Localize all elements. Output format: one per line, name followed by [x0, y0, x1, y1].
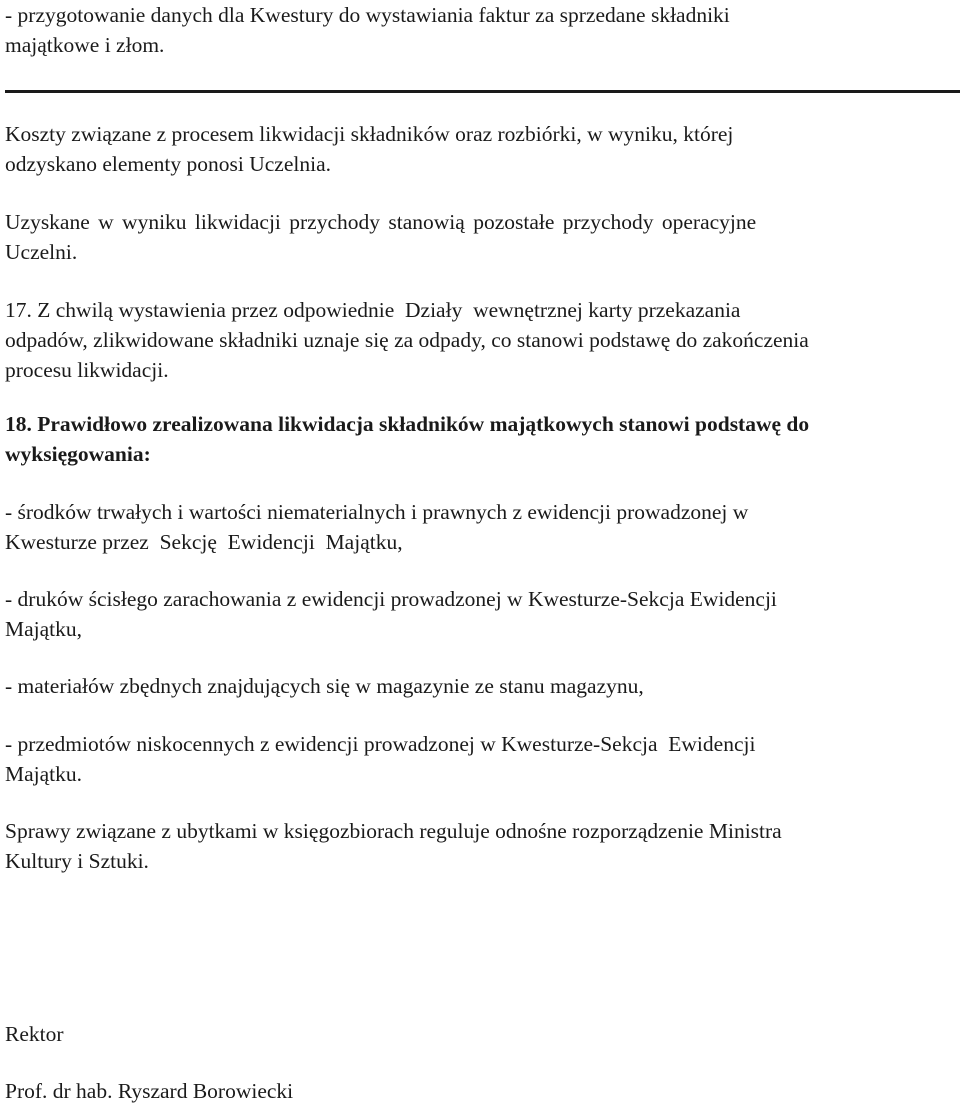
list-item-surplus-materials — [5, 671, 955, 701]
intro-line-2: majątkowe i złom. — [5, 33, 165, 57]
income-line-1: Uzyskane w wyniku likwidacji przychody stanowią pozostałe przychody operacyjne — [5, 210, 757, 234]
rector-name: Prof. dr hab. Ryszard Borowiecki — [5, 1079, 294, 1103]
list-item-line: - druków ścisłego zarachowania z ewidencji prowadzonej w Kwesturze-Sekcja Ewidencji — [5, 587, 777, 611]
list-item-line: Majątku, — [5, 617, 83, 641]
book-collections-paragraph — [5, 816, 955, 876]
books-line-2: Kultury i Sztuki. — [5, 849, 149, 873]
intro-block — [5, 0, 955, 60]
signature-role — [5, 1019, 955, 1049]
point-18-line-1: 18. Prawidłowo zrealizowana likwidacja składników majątkowych stanowi podstawę do — [5, 412, 810, 436]
income-line-2: Uczelni. — [5, 240, 78, 264]
intro-line-1: - przygotowanie danych dla Kwestury do wystawiania faktur za sprzedane składniki — [5, 3, 730, 27]
rector-title: Rektor — [5, 1022, 64, 1046]
point-17-line-2: odpadów, zlikwidowane składniki uznaje się za odpady, co stanowi podstawę do zakończenia — [5, 328, 809, 352]
list-item-line: - materiałów zbędnych znajdujących się w magazynie ze stanu magazynu, — [5, 674, 644, 698]
list-item-strict-forms — [5, 584, 955, 644]
income-paragraph — [5, 207, 955, 267]
horizontal-divider — [5, 90, 960, 93]
list-item-line: Majątku. — [5, 762, 83, 786]
list-item-line: - środków trwałych i wartości niematerialnych i prawnych z ewidencji prowadzonej w — [5, 500, 749, 524]
list-item-line: Kwesturze przez Sekcję Ewidencji Majątku, — [5, 530, 403, 554]
point-17-line-1: 17. Z chwilą wystawienia przez odpowiednie Działy wewnętrznej karty przekazania — [5, 298, 741, 322]
point-17-line-3: procesu likwidacji. — [5, 358, 169, 382]
list-item-low-value-items — [5, 729, 955, 789]
point-18-heading — [5, 409, 955, 469]
signature-name-block — [5, 1076, 955, 1106]
books-line-1: Sprawy związane z ubytkami w księgozbiorach reguluje odnośne rozporządzenie Ministra — [5, 819, 782, 843]
costs-line-2: odzyskano elementy ponosi Uczelnia. — [5, 152, 331, 176]
costs-line-1: Koszty związane z procesem likwidacji składników oraz rozbiórki, w wyniku, której — [5, 122, 734, 146]
costs-paragraph — [5, 119, 955, 179]
point-18-line-2: wyksięgowania: — [5, 442, 151, 466]
list-item-line: - przedmiotów niskocennych z ewidencji prowadzonej w Kwesturze-Sekcja Ewidencji — [5, 732, 756, 756]
point-17-paragraph — [5, 295, 955, 385]
list-item-fixed-assets — [5, 497, 955, 557]
